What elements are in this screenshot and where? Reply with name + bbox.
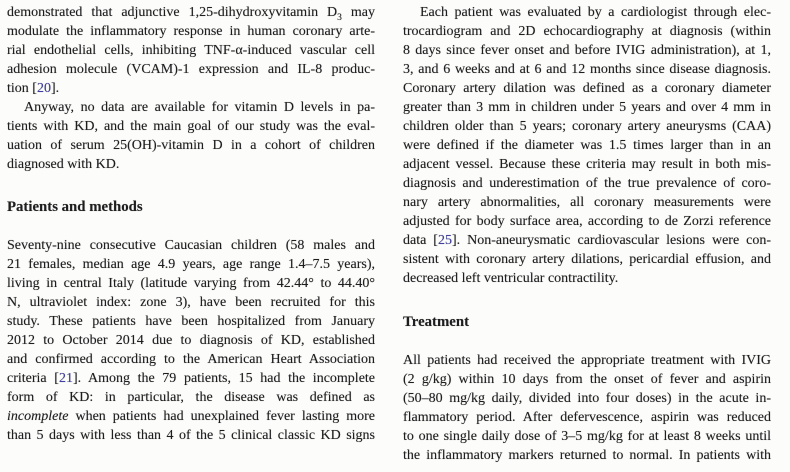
paragraph — [7, 3, 375, 98]
text-segment: form of KD: in particular, the disease was defined as — [7, 390, 375, 405]
text-line — [403, 22, 771, 41]
section-heading: Patients and methods — [7, 199, 143, 215]
text-line — [7, 293, 375, 312]
text-segment: demonstrated that adjunctive 1,25-dihydroxyvitamin D — [7, 5, 338, 20]
paragraph — [7, 236, 375, 445]
text-line — [403, 155, 771, 174]
text-line — [7, 350, 375, 369]
text-segment: greater than 3 mm in children under 5 years and over 4 mm in — [403, 100, 771, 115]
text-line — [403, 250, 771, 269]
text-segment: modulate the inflammatory response in human coronary arte- — [7, 24, 375, 39]
text-segment: the inflammatory markers returned to normal. In patients with — [403, 448, 771, 463]
text-segment: (50–80 mg/kg daily, divided into four doses) in the acute in- — [403, 391, 771, 406]
text-line — [7, 22, 375, 41]
text-line — [7, 274, 375, 293]
text-segment: ]. — [50, 81, 60, 96]
citation-link[interactable]: 20 — [36, 81, 51, 96]
text-segment: children older than 5 years; coronary artery aneurysms (CAA) — [403, 119, 771, 134]
text-segment: when patients had unexplained fever lasting more — [68, 409, 375, 424]
text-segment: nary artery abnormalities, all coronary measurements were — [403, 195, 771, 210]
text-line — [403, 351, 771, 370]
text-line — [7, 407, 375, 426]
text-segment: flammatory period. After defervescence, aspirin was reduced — [403, 410, 771, 425]
text-segment: trocardiogram and 2D echocardiography at diagnosis (within — [403, 24, 771, 39]
text-segment: tients with KD, and the main goal of our study was the eval- — [7, 119, 375, 134]
text-segment: adjacent vessel. Because these criteria may result in both mis- — [403, 157, 771, 172]
text-segment: ]. Non-aneurysmatic cardiovascular lesions were con- — [451, 233, 772, 248]
paragraph — [403, 3, 771, 288]
left-column — [7, 3, 375, 472]
text-segment: uation of serum 25(OH)-vitamin D in a cohort of children — [7, 138, 375, 153]
text-segment: diagnosed with KD. — [7, 157, 120, 172]
paragraph — [7, 98, 375, 174]
text-line — [403, 231, 771, 250]
text-line — [403, 79, 771, 98]
text-line — [7, 312, 375, 331]
text-segment: adhesion molecule (VCAM)-1 expression and IL-8 produc- — [7, 62, 375, 77]
text-segment: decreased left ventricular contractility. — [403, 271, 619, 286]
text-line — [7, 60, 375, 79]
text-segment: Coronary artery dilation was defined as a coronary diameter — [403, 81, 771, 96]
text-line — [403, 408, 771, 427]
text-line — [403, 98, 771, 117]
paragraph — [403, 351, 771, 465]
text-line — [403, 370, 771, 389]
text-segment: than 5 days with less than 4 of the 5 clinical classic KD signs — [7, 428, 375, 443]
text-line — [7, 41, 375, 60]
text-segment: may — [341, 5, 376, 20]
text-line — [7, 155, 375, 174]
text-segment: 21 females, median age 4.9 years, age range 1.4–7.5 years), — [7, 257, 375, 272]
text-segment: living in central Italy (latitude varying from 42.44° to 44.40° — [7, 276, 375, 291]
text-segment: (2 g/kg) within 10 days from the onset of fever and aspirin — [403, 372, 771, 387]
text-line — [403, 174, 771, 193]
text-line — [7, 369, 375, 388]
text-segment: 3, and 6 weeks and at 6 and 12 months since disease diagnosis. — [403, 62, 771, 77]
text-segment: and confirmed according to the American Heart Association — [7, 352, 375, 367]
text-segment: Anyway, no data are available for vitamin D levels in pa- — [24, 100, 375, 115]
text-line — [403, 446, 771, 465]
text-line — [7, 331, 375, 350]
text-line — [7, 236, 375, 255]
text-line — [403, 212, 771, 231]
text-segment: 8 days since fever onset and before IVIG administration), at 1, — [403, 43, 771, 58]
text-line — [7, 117, 375, 136]
text-line — [7, 388, 375, 407]
text-line — [7, 255, 375, 274]
text-segment: data [ — [403, 233, 438, 248]
text-segment: 2012 to October 2014 due to diagnosis of KD, established — [7, 333, 375, 348]
text-line — [403, 41, 771, 60]
text-line — [403, 427, 771, 446]
subscript-text: 3 — [337, 12, 342, 23]
text-segment: were defined if the diameter was 1.5 times larger than in an — [403, 138, 771, 153]
text-segment: N, ultraviolet index: zone 3), have been recruited for this — [7, 295, 375, 310]
text-line — [7, 3, 375, 22]
text-line — [403, 193, 771, 212]
text-line — [403, 389, 771, 408]
italic-term: incomplete — [7, 409, 69, 424]
text-segment: All patients had received the appropriate treatment with IVIG — [403, 353, 771, 368]
text-segment: study. These patients have been hospitalized from January — [7, 314, 375, 329]
text-segment: to one single daily dose of 3–5 mg/kg for at least 8 weeks until — [403, 429, 771, 444]
text-line — [7, 79, 375, 98]
text-line — [7, 98, 375, 117]
text-line — [403, 60, 771, 79]
citation-link[interactable]: 25 — [437, 233, 452, 248]
text-segment: rial endothelial cells, inhibiting TNF-α-induced vascular cell — [7, 43, 375, 58]
text-segment: Each patient was evaluated by a cardiologist through elec- — [420, 5, 771, 20]
text-line — [7, 136, 375, 155]
right-column — [403, 3, 771, 472]
text-line — [403, 136, 771, 155]
text-segment: criteria [ — [7, 371, 59, 386]
text-segment: sistent with coronary artery dilations, pericardial effusion, and — [403, 252, 771, 267]
citation-link[interactable]: 21 — [58, 371, 73, 386]
text-line — [7, 426, 375, 445]
text-segment: tion [ — [7, 81, 37, 96]
text-line — [403, 117, 771, 136]
text-line — [403, 3, 771, 22]
text-segment: ]. Among the 79 patients, 15 had the incomplete — [72, 371, 376, 386]
text-segment: Seventy-nine consecutive Caucasian children (58 males and — [7, 238, 375, 253]
text-segment: adjusted for body surface area, according to de Zorzi reference — [403, 214, 771, 229]
text-segment: diagnosis and underestimation of the true prevalence of coro- — [403, 176, 771, 191]
section-heading: Treatment — [403, 314, 470, 330]
text-line — [403, 269, 771, 288]
